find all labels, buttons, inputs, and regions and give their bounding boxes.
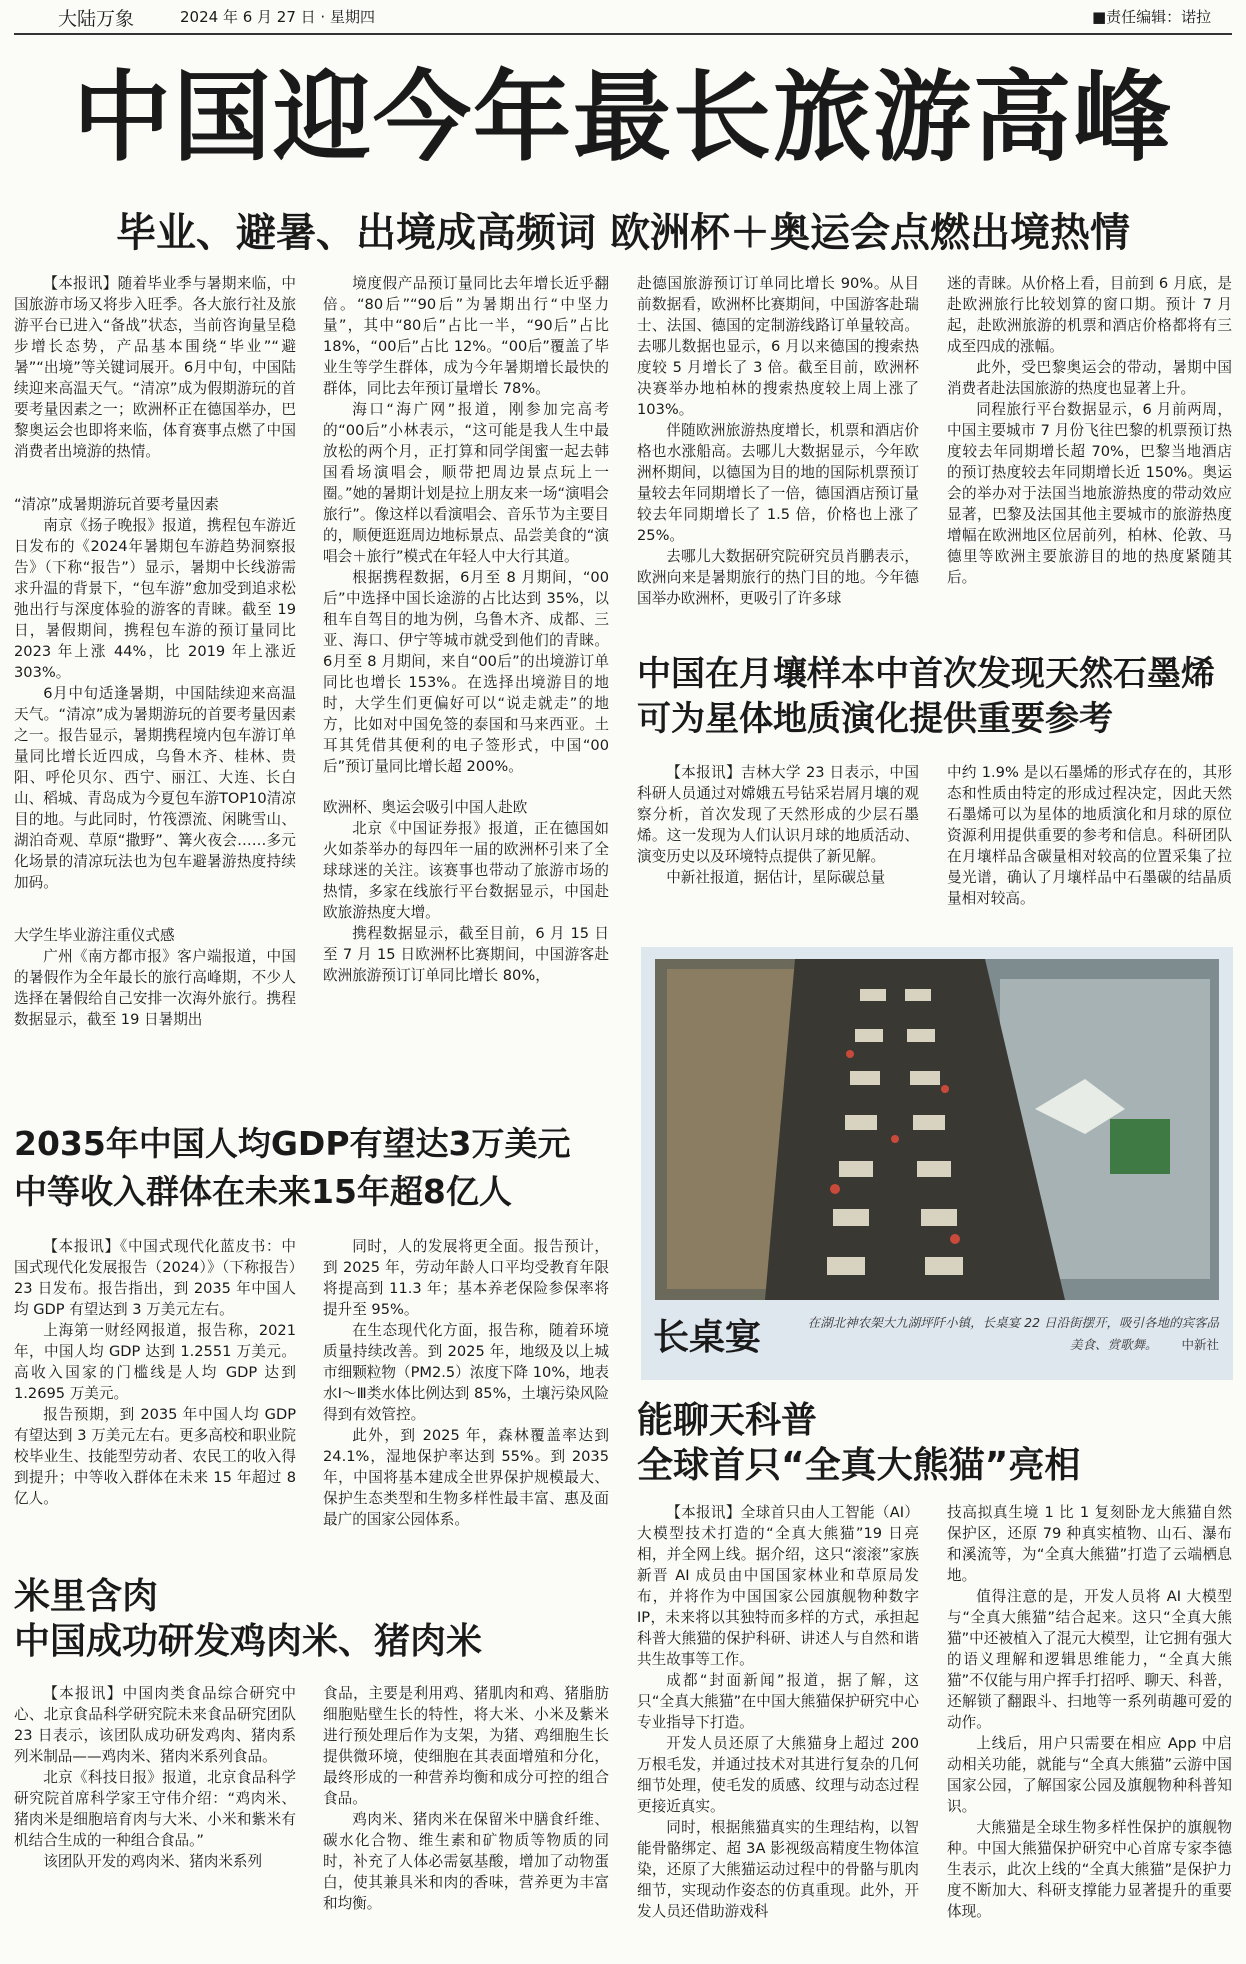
gdp-col1 [14, 1236, 296, 1546]
paragraph: 该团队开发的鸡肉米、猪肉米系列 [43, 1853, 263, 1870]
main-article-col3 [637, 273, 919, 645]
graphene-headline [637, 652, 1215, 742]
graphene-col2 [947, 762, 1232, 936]
paragraph: 携程数据显示，截至目前，6 月 15 日至 7 月 15 日欧洲杯比赛期间，中国游客赴欧洲旅游预订订单同比增长 80%， [323, 925, 609, 984]
editor-credit: ■责任编辑：诺拉 [1092, 8, 1212, 26]
long-table-banquet-photo [655, 959, 1219, 1300]
paragraph: 【本报讯】随着毕业季与暑期来临，中国旅游市场又将步入旺季。各大旅行社及旅游平台已进入“备战”状态，当前咨询量呈稳步增长态势，产品基本围绕“毕业”“避暑”“出境”等关键词展开。6月中旬，中国陆续迎来高温天气。“清凉”成为假期游玩的首要考量因素之一；欧洲杯正在德国举办，巴黎奥运会也即将来临，体育赛事点燃了中国消费者出境游的热情。 [14, 275, 296, 460]
paragraph: 去哪儿大数据研究院研究员肖鹏表示，欧洲向来是暑期旅行的热门目的地。今年德国举办欧洲杯，更吸引了许多球 [637, 548, 919, 607]
paragraph: 此外，受巴黎奥运会的带动，暑期中国消费者赴法国旅游的热度也显著上升。 [947, 359, 1232, 397]
issue-date: 2024 年 6 月 27 日 · 星期四 [180, 8, 375, 26]
main-article-col4 [947, 273, 1232, 645]
panda-col1 [637, 1502, 919, 1948]
headline-line: 2035年中国人均GDP有望达3万美元 [14, 1124, 571, 1163]
paragraph: 技高拟真生境 1 比 1 复刻卧龙大熊猫自然保护区，还原 79 种真实植物、山石、瀑布和溪流等，为“全真大熊猫”打造了云端栖息地。 [947, 1504, 1232, 1584]
paragraph: 大熊猫是全球生物多样性保护的旗舰物种。中国大熊猫保护研究中心首席专家李德生表示，此次上线的“全真大熊猫”是保护力度不断加大、科研支撑能力显著提升的重要体现。 [947, 1819, 1232, 1920]
gdp-headline [14, 1120, 570, 1216]
gdp-col2 [323, 1236, 609, 1546]
main-headline: 中国迎今年最长旅游高峰 [72, 61, 1173, 175]
photo-credit: 中新社 [1181, 1337, 1219, 1352]
main-subheadline: 毕业、避暑、出境成高频词 欧洲杯＋奥运会点燃出境热情 [116, 209, 1130, 256]
paragraph: 赴德国旅游预订订单同比增长 90%。从目前数据看，欧洲杯比赛期间，中国游客赴瑞士、法国、德国的定制游线路订单量较高。去哪儿数据也显示，6 月以来德国的搜索热度较 5 月增长了 3 倍。截至目前，欧洲杯决赛举办地柏林的搜索热度较上周上涨了 103%。 [637, 275, 919, 418]
paragraph: 根据携程数据，6月至 8 月期间，“00后”中选择中国长途游的占比达到 35%，以租车自驾目的地为例，乌鲁木齐、成都、三亚、海口、伊宁等城市就受到他们的青睐。6月至 8 月期间，来自“00后”的出境游订单同比也增长 153%。在选择出境游目的地时，大学生们更偏好可以“说走就走”的地方，比如对中国免签的泰国和马来西亚。土耳其凭借其便利的电子签形式，中国“00后”预订量同比增长超 200%。 [323, 569, 609, 775]
paragraph: 北京《科技日报》报道，北京食品科学研究院首席科学家王守伟介绍：“鸡肉米、猪肉米是细胞培育肉与大米、小米和紫米有机结合生成的一种组合食品。” [14, 1769, 296, 1849]
graphene-col1 [637, 762, 919, 936]
news-photo [641, 947, 1233, 1380]
main-article-col1 [14, 273, 296, 1101]
photo-caption-text [799, 1312, 1219, 1356]
paragraph: 上线后，用户只需要在相应 App 中启动相关功能，就能与“全真大熊猫”云游中国国家公园，了解国家公园及旗舰物种科普知识。 [947, 1735, 1232, 1815]
headline-line: 可为星体地质演化提供重要参考 [637, 699, 1113, 739]
panda-headline [637, 1398, 1080, 1488]
paragraph: 境度假产品预订量同比去年增长近乎翻倍。“80后”“90后”为暑期出行“中坚力量”，其中“80后”占比一半，“90后”占比 18%，“00后”占比 12%。“00后”覆盖了毕业生等学生群体，成为今年暑期增长最快的群体，同比去年预订量增长 78%。 [323, 275, 609, 397]
headline-line: 米里含肉 [14, 1576, 159, 1617]
paragraph: 值得注意的是，开发人员将 AI 大模型与“全真大熊猫”结合起来。这只“全真大熊猫”中还被植入了混元大模型，让它拥有强大的语义理解和逻辑思维能力，“全真大熊猫”不仅能与用户挥手打招呼、聊天、科普，还解锁了翻跟斗、扫地等一系列萌趣可爱的动作。 [947, 1588, 1232, 1731]
paragraph: 6月中旬适逢暑期，中国陆续迎来高温天气。“清凉”成为暑期游玩的首要考量因素之一。报告显示，暑期携程境内包车游订单量同比增长近四成，乌鲁木齐、桂林、贵阳、呼伦贝尔、西宁、丽江、大连、长白山、稻城、青岛成为今夏包车游TOP10清凉目的地。与此同时，竹筏漂流、闲眺雪山、湖泊奇观、草原“撒野”、篝火夜会……多元化场景的清凉玩法也为包车避暑游热度持续加码。 [14, 685, 296, 891]
paragraph: 【本报讯】中国肉类食品综合研究中心、北京食品科学研究院未来食品研究团队 23 日表示，该团队成功研发鸡肉、猪肉系列米制品——鸡肉米、猪肉米系列食品。 [14, 1685, 296, 1765]
paragraph: 中新社报道，据估计，星际碳总量 [666, 869, 886, 886]
header-rule [14, 33, 1232, 35]
paragraph: 海口“海广网”报道，刚参加完高考的“00后”小林表示，“这可能是我人生中最放松的两个月，正打算和同学闺蜜一起去韩国看场演唱会，顺带把周边景点玩上一圈。”她的暑期计划是拉上朋友来一场“演唱会旅行”。像这样以看演唱会、音乐节为主要目的，顺便逛逛周边地标景点、品尝美食的“演唱会＋旅行”模式在年轻人中大行其道。 [323, 401, 609, 565]
rice-col1 [14, 1683, 296, 1951]
paragraph: 此外，到 2025 年，森林覆盖率达到 24.1%，湿地保护率达到 55%。到 2035 年，中国将基本建成全世界保护规模最大、保护生态类型和生物多样性最丰富、惠及面最广的国家公园体系。 [323, 1427, 609, 1528]
paragraph: 中约 1.9% 是以石墨烯的形式存在的，其形态和性质由特定的形成过程决定，因此天然石墨烯可以为星体的地质演化和月球的原位资源利用提供重要的参考和信息。科研团队在月壤样品含碳量相对较高的位置采集了拉曼光谱，确认了月壤样品中石墨碳的结晶质量相对较高。 [947, 764, 1232, 907]
paragraph: 迷的青睐。从价格上看，目前到 6 月底，是赴欧洲旅行比较划算的窗口期。预计 7 月起，赴欧洲旅游的机票和酒店价格都将有三成至四成的涨幅。 [947, 275, 1232, 355]
paragraph: 伴随欧洲旅游热度增长，机票和酒店价格也水涨船高。去哪儿大数据显示，今年欧洲杯期间，以德国为目的地的国际机票预订量较去年同期增长了一倍，德国酒店预订量较去年同期增长了 1.5 倍，价格也上涨了 25%。 [637, 422, 919, 544]
rice-col2 [323, 1683, 609, 1951]
paragraph: 鸡肉米、猪肉米在保留米中膳食纤维、碳水化合物、维生素和矿物质等物质的同时，补充了人体必需氨基酸，增加了动物蛋白，使其兼具米和肉的香味，营养更为丰富和均衡。 [323, 1811, 609, 1912]
paragraph: 北京《中国证券报》报道，正在德国如火如荼举办的每四年一届的欧洲杯引来了全球球迷的关注。该赛事也带动了旅游市场的热情，多家在线旅行平台数据显示，中国赴欧旅游热度大增。 [323, 820, 609, 921]
panda-col2 [947, 1502, 1232, 1948]
paragraph: 在生态现代化方面，报告称，随着环境质量持续改善。到 2025 年，地级及以上城市细颗粒物（PM2.5）浓度下降 10%，地表水Ⅰ～Ⅲ类水体比例达到 85%，土壤污染风险得到有效管控。 [323, 1322, 609, 1423]
paragraph: 【本报讯】全球首只由人工智能（AI）大模型技术打造的“全真大熊猫”19 日亮相，并全网上线。据介绍，这只“滚滚”家族新晋 AI 成员由中国国家林业和草原局发布，并将作为中国国家公园旗舰物种数字 IP，未来将以其独特而多样的方式，承担起科普大熊猫的保护科研、讲述人与自然和谐共生故事等工作。 [637, 1504, 919, 1668]
paragraph: 同时，根据熊猫真实的生理结构，以智能骨骼绑定、超 3A 影视级高精度生物体渲染，还原了大熊猫运动过程中的骨骼与肌肉细节，实现动作姿态的仿真重现。此外，开发人员还借助游戏科 [637, 1819, 919, 1920]
main-article-col2 [323, 273, 609, 1101]
paragraph: 同时，人的发展将更全面。报告预计，到 2025 年，劳动年龄人口平均受教育年限将提高到 11.3 年；基本养老保险参保率将提升至 95%。 [323, 1238, 609, 1318]
paragraph: 报告预期，到 2035 年中国人均 GDP 有望达到 3 万美元左右。更多高校和职业院校毕业生、技能型劳动者、农民工的收入得到提升；中等收入群体在未来 15 年超过 8 亿人。 [14, 1406, 296, 1507]
paragraph: 上海第一财经网报道，报告称，2021 年，中国人均 GDP 达到 1.2551 万美元。高收入国家的门槛线是人均 GDP 达到 1.2695 万美元。 [14, 1322, 296, 1402]
section-heading: 欧洲杯、奥运会吸引中国人赴欧 [323, 799, 528, 816]
paragraph: 开发人员还原了大熊猫身上超过 200 万根毛发，并通过技术对其进行复杂的几何细节处理，使毛发的质感、纹理与动态过程更接近真实。 [637, 1735, 919, 1815]
paragraph: 广州《南方都市报》客户端报道，中国的暑假作为全年最长的旅行高峰期，不少人选择在暑假给自己安排一次海外旅行。携程数据显示，截至 19 日暑期出 [14, 948, 296, 1028]
paragraph: 南京《扬子晚报》报道，携程包车游近日发布的《2024年暑期包车游趋势洞察报告》（下称“报告”）显示，暑期中长线游需求升温的背景下，“包车游”愈加受到追求松弛出行与深度体验的游客的青睐。截至 19 日，暑假期间，携程包车游的预订量同比 2023 年上涨 44%，比 2019 年上涨近 303%。 [14, 517, 296, 681]
paragraph: 【本报讯】吉林大学 23 日表示，中国科研人员通过对嫦娥五号钻采岩屑月壤的观察分析，首次发现了天然形成的少层石墨烯。这一发现为人们认识月球的地质活动、演变历史以及环境特点提供了新见解。 [637, 764, 919, 865]
paragraph: 成都“封面新闻”报道，据了解，这只“全真大熊猫”在中国大熊猫保护研究中心专业指导下打造。 [637, 1672, 919, 1731]
rice-headline [14, 1574, 482, 1664]
headline-line: 中国在月壤样本中首次发现天然石墨烯 [637, 654, 1215, 694]
section-name: 大陆万象 [58, 8, 135, 30]
paragraph: 【本报讯】《中国式现代化蓝皮书：中国式现代化发展报告（2024）》（下称报告）23 日发布。报告指出，到 2035 年中国人均 GDP 有望达到 3 万美元左右。 [14, 1238, 296, 1318]
section-heading: “清凉”成暑期游玩首要考量因素 [14, 496, 219, 513]
section-heading: 大学生毕业游注重仪式感 [14, 927, 175, 944]
paragraph: 食品，主要是利用鸡、猪肌肉和鸡、猪脂肪细胞贴壁生长的特性，将大米、小米及紫米进行预处理后作为支架，为猪、鸡细胞生长提供微环境，使细胞在其表面增殖和分化，最终形成的一种营养均衡和成分可控的组合食品。 [323, 1685, 609, 1807]
headline-line: 全球首只“全真大熊猫”亮相 [637, 1445, 1081, 1486]
headline-line: 能聊天科普 [637, 1400, 818, 1441]
paragraph: 同程旅行平台数据显示，6 月前两周，中国主要城市 7 月份飞往巴黎的机票预订热度较去年同期增长超 70%，巴黎当地酒店的预订热度较去年同期增长近 150%。奥运会的举办对于法国当地旅游热度的带动效应显著，巴黎及法国其他主要城市的旅游热度增幅在欧洲地区位居前列，柏林、伦敦、马德里等欧洲主要旅游目的地的热度紧随其后。 [947, 401, 1232, 586]
headline-line: 中国成功研发鸡肉米、猪肉米 [14, 1621, 483, 1662]
photo-caption-title: 长桌宴 [653, 1316, 762, 1358]
headline-line: 中等收入群体在未来15年超8亿人 [14, 1172, 512, 1211]
photo-caption-body: 在湖北神农架大九湖坪阡小镇，长桌宴 22 日沿街摆开，吸引各地的宾客品美食、赏歌舞。 [807, 1315, 1219, 1352]
